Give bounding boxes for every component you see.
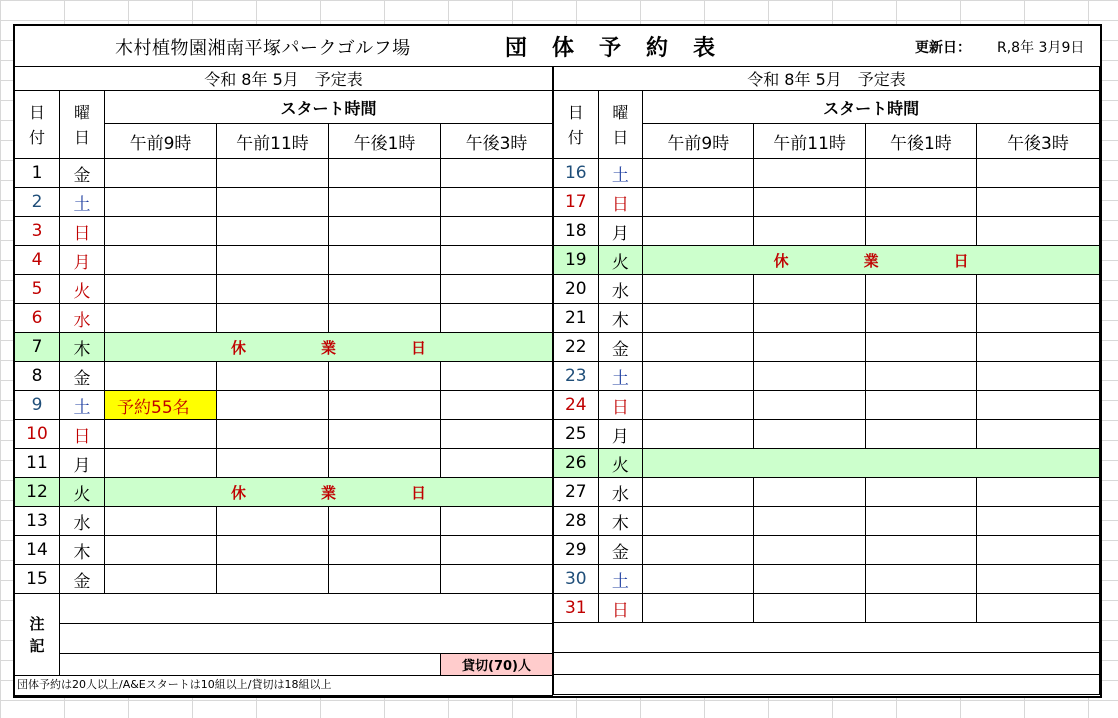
booking-cell-slot-9am[interactable] xyxy=(643,507,754,536)
booking-cell-slot-1pm[interactable] xyxy=(865,565,976,594)
day-number: 3 xyxy=(15,217,60,246)
booking-cell-slot-1pm[interactable] xyxy=(329,362,441,391)
day-number: 18 xyxy=(554,217,599,246)
slot-header-11am: 午前11時 xyxy=(754,124,865,159)
booking-cell-slot-3pm[interactable] xyxy=(976,159,1099,188)
booking-cell-slot-9am[interactable] xyxy=(643,391,754,420)
notes-line[interactable] xyxy=(60,594,553,624)
booking-cell-slot-9am[interactable] xyxy=(105,362,217,391)
booking-cell-slot-11am[interactable] xyxy=(754,362,865,391)
weekday: 金 xyxy=(60,159,105,188)
weekday: 土 xyxy=(598,565,643,594)
slot-header-1pm: 午後1時 xyxy=(329,124,441,159)
booking-cell-slot-3pm[interactable] xyxy=(976,188,1099,217)
slot-header-11am: 午前11時 xyxy=(217,124,329,159)
day-row xyxy=(554,507,1100,536)
day-number: 29 xyxy=(554,536,599,565)
day-row xyxy=(554,565,1100,594)
day-row xyxy=(15,536,553,565)
booking-cell-slot-11am[interactable] xyxy=(754,333,865,362)
day-number: 19 xyxy=(554,246,599,275)
booking-cell-slot-1pm[interactable] xyxy=(329,304,441,333)
booking-cell-slot-9am[interactable] xyxy=(105,275,217,304)
day-row xyxy=(554,449,1100,478)
month-label: 令和 8年 5月 予定表 xyxy=(15,67,553,91)
booking-cell-slot-3pm[interactable] xyxy=(976,362,1099,391)
closed-day-label: 休 業 日 xyxy=(230,483,456,502)
day-row xyxy=(554,159,1100,188)
booking-cell-slot-1pm[interactable] xyxy=(329,449,441,478)
booking-cell-slot-9am[interactable] xyxy=(643,362,754,391)
weekday: 火 xyxy=(598,449,643,478)
booking-cell-slot-1pm[interactable] xyxy=(865,478,976,507)
day-number: 20 xyxy=(554,275,599,304)
booking-cell-slot-1pm[interactable] xyxy=(329,507,441,536)
booking-cell-slot-11am[interactable] xyxy=(217,188,329,217)
booking-cell-slot-9am[interactable] xyxy=(105,159,217,188)
day-number: 17 xyxy=(554,188,599,217)
day-row xyxy=(15,391,553,420)
day-number: 27 xyxy=(554,478,599,507)
weekday: 金 xyxy=(60,565,105,594)
booking-cell-slot-3pm[interactable] xyxy=(976,391,1099,420)
day-number: 13 xyxy=(15,507,60,536)
weekday: 月 xyxy=(598,420,643,449)
day-row xyxy=(554,304,1100,333)
day-number: 6 xyxy=(15,304,60,333)
booking-cell-slot-11am[interactable] xyxy=(217,275,329,304)
day-number: 9 xyxy=(15,391,60,420)
booking-cell-slot-1pm[interactable] xyxy=(329,565,441,594)
notes-line[interactable] xyxy=(554,675,1100,695)
booking-cell-slot-3pm[interactable] xyxy=(441,188,553,217)
booking-cell-slot-1pm[interactable] xyxy=(865,594,976,623)
day-number: 26 xyxy=(554,449,599,478)
booking-cell-slot-3pm[interactable] xyxy=(441,362,553,391)
booking-cell-slot-3pm[interactable] xyxy=(976,536,1099,565)
day-number: 11 xyxy=(15,449,60,478)
booking-cell-slot-11am[interactable] xyxy=(217,449,329,478)
booking-cell-slot-9am[interactable] xyxy=(643,536,754,565)
booking-cell-slot-1pm[interactable] xyxy=(865,217,976,246)
weekday: 月 xyxy=(598,217,643,246)
notes-line[interactable] xyxy=(554,623,1100,653)
booking-cell-slot-9am[interactable] xyxy=(643,275,754,304)
booking-cell-slot-9am[interactable] xyxy=(643,333,754,362)
booking-cell-slot-3pm[interactable] xyxy=(976,217,1099,246)
closed-day-label: 休 業 日 xyxy=(230,338,456,357)
slot-header-9am: 午前9時 xyxy=(643,124,754,159)
day-number: 1 xyxy=(15,159,60,188)
facility-name: 木村植物園湘南平塚パークゴルフ場 xyxy=(115,38,411,59)
booking-cell-slot-9am[interactable] xyxy=(643,304,754,333)
booking-cell-slot-11am[interactable] xyxy=(217,159,329,188)
booking-cell-slot-1pm[interactable] xyxy=(329,217,441,246)
day-row xyxy=(554,246,1100,275)
day-number: 7 xyxy=(15,333,60,362)
slot-header-9am: 午前9時 xyxy=(105,124,217,159)
day-number: 5 xyxy=(15,275,60,304)
booking-cell-slot-9am[interactable] xyxy=(105,246,217,275)
day-row xyxy=(15,275,553,304)
booking-cell-slot-1pm[interactable] xyxy=(865,275,976,304)
booking-cell-slot-3pm[interactable] xyxy=(976,333,1099,362)
booking-cell-slot-3pm[interactable] xyxy=(441,246,553,275)
booking-cell-slot-1pm[interactable] xyxy=(865,420,976,449)
booking-cell-slot-9am[interactable] xyxy=(105,304,217,333)
day-row xyxy=(15,478,553,507)
booking-cell-slot-1pm[interactable] xyxy=(865,362,976,391)
booking-cell-slot-11am[interactable] xyxy=(754,536,865,565)
booking-cell-slot-11am[interactable] xyxy=(754,275,865,304)
weekday: 月 xyxy=(60,246,105,275)
booking-cell-slot-9am[interactable] xyxy=(105,217,217,246)
day-number: 14 xyxy=(15,536,60,565)
booking-cell-slot-11am[interactable] xyxy=(754,304,865,333)
booking-cell-slot-11am[interactable] xyxy=(217,246,329,275)
closed-day-label: 休 業 日 xyxy=(773,251,999,270)
weekday: 土 xyxy=(598,362,643,391)
weekday: 木 xyxy=(598,507,643,536)
booking-cell-slot-11am[interactable] xyxy=(754,478,865,507)
day-number: 4 xyxy=(15,246,60,275)
booking-cell-slot-9am[interactable] xyxy=(643,217,754,246)
booking-cell-slot-11am[interactable] xyxy=(754,420,865,449)
booking-cell-slot-1pm[interactable] xyxy=(865,391,976,420)
updated-label: 更新日： xyxy=(915,40,971,56)
weekday: 日 xyxy=(598,188,643,217)
slot-header-3pm: 午後3時 xyxy=(441,124,553,159)
weekday: 水 xyxy=(598,275,643,304)
slot-header-1pm: 午後1時 xyxy=(865,124,976,159)
booking-cell-slot-11am[interactable] xyxy=(217,565,329,594)
weekday: 日 xyxy=(598,594,643,623)
title-row xyxy=(15,26,1100,67)
weekday: 火 xyxy=(60,275,105,304)
day-row xyxy=(15,304,553,333)
booking-cell-slot-3pm[interactable] xyxy=(976,304,1099,333)
day-row xyxy=(15,188,553,217)
booking-cell-slot-11am[interactable] xyxy=(754,217,865,246)
booking-cell-slot-1pm[interactable] xyxy=(329,391,441,420)
reservation-sheet xyxy=(13,24,1102,698)
closed-day-band xyxy=(643,246,1100,275)
weekday: 日 xyxy=(60,217,105,246)
booking-cell-slot-9am[interactable] xyxy=(643,159,754,188)
booking-cell-slot-3pm[interactable] xyxy=(441,217,553,246)
booking-cell-slot-11am[interactable] xyxy=(754,565,865,594)
month-label: 令和 8年 5月 予定表 xyxy=(554,67,1100,91)
day-row xyxy=(554,188,1100,217)
booking-cell-slot-3pm[interactable] xyxy=(441,536,553,565)
day-column-header: 日 付 xyxy=(15,91,60,159)
day-row xyxy=(554,478,1100,507)
booking-cell-slot-11am[interactable] xyxy=(754,507,865,536)
booking-cell-slot-9am[interactable] xyxy=(643,565,754,594)
day-number: 24 xyxy=(554,391,599,420)
start-time-header: スタート時間 xyxy=(643,91,1100,124)
booking-cell-slot-3pm[interactable] xyxy=(976,478,1099,507)
booking-cell-slot-3pm[interactable] xyxy=(441,420,553,449)
booking-cell-slot-11am[interactable] xyxy=(217,304,329,333)
day-number: 12 xyxy=(15,478,60,507)
day-row xyxy=(15,362,553,391)
booking-cell-slot-9am[interactable] xyxy=(643,478,754,507)
booking-cell-slot-11am[interactable] xyxy=(217,391,329,420)
notes-line[interactable] xyxy=(60,654,441,676)
day-row xyxy=(554,536,1100,565)
booking-cell-slot-1pm[interactable] xyxy=(329,275,441,304)
booking-cell-slot-1pm[interactable] xyxy=(329,188,441,217)
booking-cell-slot-3pm[interactable] xyxy=(976,420,1099,449)
booking-cell-slot-9am[interactable] xyxy=(643,594,754,623)
booking-cell-slot-1pm[interactable] xyxy=(329,420,441,449)
booking-cell-slot-3pm[interactable] xyxy=(441,159,553,188)
day-row xyxy=(15,333,553,362)
day-number: 21 xyxy=(554,304,599,333)
booking-cell-slot-11am[interactable] xyxy=(217,536,329,565)
day-row xyxy=(554,275,1100,304)
day-number: 2 xyxy=(15,188,60,217)
booking-cell-slot-3pm[interactable] xyxy=(441,275,553,304)
day-row xyxy=(554,391,1100,420)
slot-header-3pm: 午後3時 xyxy=(976,124,1099,159)
day-number: 23 xyxy=(554,362,599,391)
day-row xyxy=(15,449,553,478)
booking-cell-slot-3pm[interactable] xyxy=(976,507,1099,536)
reservation-entry[interactable]: 予約55名 xyxy=(105,391,217,420)
booking-cell-slot-1pm[interactable] xyxy=(865,304,976,333)
weekday: 木 xyxy=(598,304,643,333)
booking-cell-slot-3pm[interactable] xyxy=(441,304,553,333)
weekday-column-header: 曜 日 xyxy=(598,91,643,159)
weekday: 月 xyxy=(60,449,105,478)
updated-date: R,8年 3月9日 xyxy=(997,40,1085,56)
booking-cell-slot-1pm[interactable] xyxy=(865,536,976,565)
weekday: 金 xyxy=(598,536,643,565)
day-row xyxy=(15,420,553,449)
notes-line[interactable] xyxy=(554,653,1100,675)
booking-rules-note: 団体予約は20人以上/A&Eスタートは10組以上/貸切は18組以上 xyxy=(15,676,553,696)
day-number: 15 xyxy=(15,565,60,594)
booking-cell-slot-9am[interactable] xyxy=(105,507,217,536)
schedule-table-right xyxy=(553,66,1100,695)
notes-label: 注 記 xyxy=(15,594,60,676)
booking-cell-slot-9am[interactable] xyxy=(643,420,754,449)
day-number: 22 xyxy=(554,333,599,362)
closed-day-band xyxy=(105,478,553,507)
weekday: 水 xyxy=(60,507,105,536)
weekday-column-header: 曜 日 xyxy=(60,91,105,159)
booking-cell-slot-9am[interactable] xyxy=(105,420,217,449)
booking-cell-slot-11am[interactable] xyxy=(217,507,329,536)
booking-cell-slot-3pm[interactable] xyxy=(441,449,553,478)
day-column-header: 日 付 xyxy=(554,91,599,159)
booking-cell-slot-1pm[interactable] xyxy=(329,536,441,565)
weekday: 木 xyxy=(60,333,105,362)
booking-cell-slot-9am[interactable] xyxy=(105,188,217,217)
booking-cell-slot-11am[interactable] xyxy=(217,217,329,246)
booking-cell-slot-9am[interactable] xyxy=(105,565,217,594)
weekday: 金 xyxy=(598,333,643,362)
booking-cell-slot-9am[interactable] xyxy=(105,449,217,478)
day-row xyxy=(15,217,553,246)
day-number: 16 xyxy=(554,159,599,188)
booking-cell-slot-9am[interactable] xyxy=(105,536,217,565)
closed-day-band xyxy=(105,333,553,362)
weekday: 水 xyxy=(598,478,643,507)
weekday: 火 xyxy=(598,246,643,275)
weekday: 水 xyxy=(60,304,105,333)
page-title: 団体予約表 xyxy=(505,36,741,61)
notes-line[interactable] xyxy=(60,624,553,654)
weekday: 土 xyxy=(598,159,643,188)
booking-cell-slot-3pm[interactable] xyxy=(976,275,1099,304)
booking-cell-slot-11am[interactable] xyxy=(217,420,329,449)
booking-cell-slot-9am[interactable] xyxy=(643,188,754,217)
booking-cell-slot-11am[interactable] xyxy=(754,391,865,420)
booking-cell-slot-1pm[interactable] xyxy=(865,333,976,362)
booking-cell-slot-11am[interactable] xyxy=(754,188,865,217)
booking-cell-slot-11am[interactable] xyxy=(754,159,865,188)
booking-cell-slot-11am[interactable] xyxy=(754,594,865,623)
day-row xyxy=(15,565,553,594)
day-row xyxy=(554,217,1100,246)
booking-cell-slot-1pm[interactable] xyxy=(329,246,441,275)
day-number: 10 xyxy=(15,420,60,449)
booking-cell-slot-3pm[interactable] xyxy=(976,565,1099,594)
day-row xyxy=(554,362,1100,391)
day-row xyxy=(554,333,1100,362)
booking-cell-slot-3pm[interactable] xyxy=(976,594,1099,623)
booking-cell-slot-3pm[interactable] xyxy=(441,507,553,536)
day-number: 31 xyxy=(554,594,599,623)
booking-cell-slot-1pm[interactable] xyxy=(865,159,976,188)
booking-cell-slot-3pm[interactable] xyxy=(441,565,553,594)
day-number: 30 xyxy=(554,565,599,594)
weekday: 土 xyxy=(60,188,105,217)
start-time-header: スタート時間 xyxy=(105,91,553,124)
weekday: 火 xyxy=(60,478,105,507)
closed-day-band xyxy=(643,449,1100,478)
schedule-table-left xyxy=(14,66,553,696)
day-number: 8 xyxy=(15,362,60,391)
weekday: 木 xyxy=(60,536,105,565)
booking-cell-slot-1pm[interactable] xyxy=(329,159,441,188)
day-row xyxy=(15,159,553,188)
day-row xyxy=(15,507,553,536)
weekday: 日 xyxy=(598,391,643,420)
day-number: 25 xyxy=(554,420,599,449)
booking-cell-slot-3pm[interactable] xyxy=(441,391,553,420)
booking-cell-slot-11am[interactable] xyxy=(217,362,329,391)
weekday: 土 xyxy=(60,391,105,420)
day-row xyxy=(554,420,1100,449)
day-row xyxy=(554,594,1100,623)
day-number: 28 xyxy=(554,507,599,536)
weekday: 金 xyxy=(60,362,105,391)
rental-capacity-badge: 貸切(70)人 xyxy=(441,654,553,676)
day-row xyxy=(15,246,553,275)
booking-cell-slot-1pm[interactable] xyxy=(865,507,976,536)
weekday: 日 xyxy=(60,420,105,449)
booking-cell-slot-1pm[interactable] xyxy=(865,188,976,217)
